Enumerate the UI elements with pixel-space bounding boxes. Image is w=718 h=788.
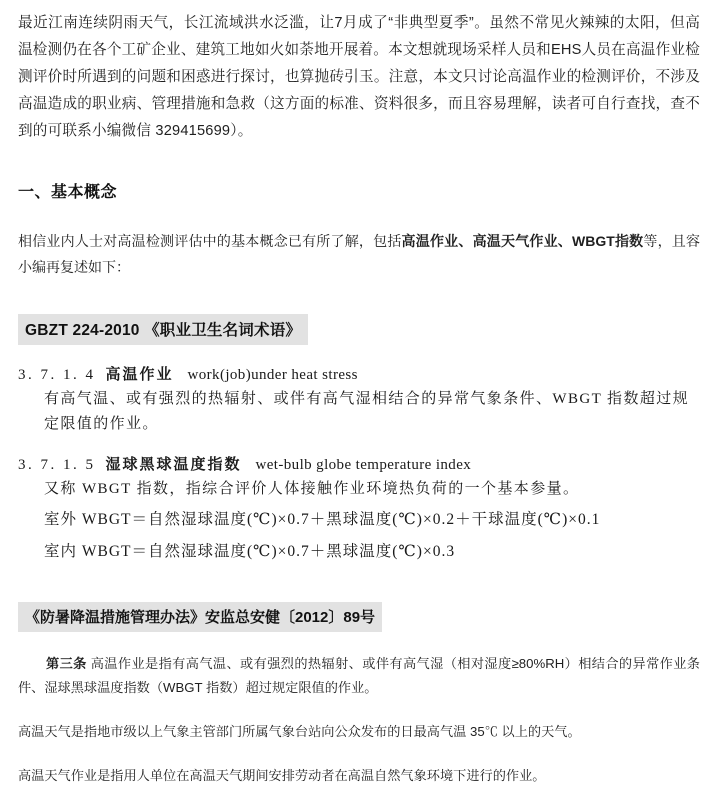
clause-3-7-1-5-body: 又称 WBGT 指数，指综合评价人体接触作业环境热负荷的一个基本参量。: [44, 481, 580, 497]
regulation-article-label: 第三条: [46, 656, 87, 671]
clause-english-term: wet-bulb globe temperature index: [255, 457, 472, 473]
clause-number: 3. 7. 1. 4: [18, 367, 96, 383]
clause-3-7-1-4: [18, 363, 700, 384]
clause-term: 高温作业: [105, 367, 174, 383]
regulation-article-3: [18, 652, 700, 700]
intro-paragraph: 最近江南连续阴雨天气，长江流域洪水泛滥，让7月成了“非典型夏季”。虽然不常见火辣辣的太阳，但高温检测仍在各个工矿企业、建筑工地如火如荼地开展着。本文想就现场采样人员和EHS人员在高温作业检测评价时所遇到的问题和困惑进行探讨，也算抛砖引玉。注意，本文只讨论高温作业的检测评价，不涉及高温造成的职业病、管理措施和急救（这方面的标准、资料很多，而且容易理解，读者可自行查找，查不到的可联系小编微信 329415699）。: [18, 15, 700, 139]
clause-english-term: work(job)under heat stress: [187, 367, 358, 383]
regulation-article-text: 高温作业是指有高气温、或有强烈的热辐射、或伴有高气湿（相对湿度≥80%RH）相结合的异常作业条件、湿球黑球温度指数（WBGT 指数）超过规定限值的作业。: [18, 656, 700, 695]
formula-outdoor-wbgt: 室外 WBGT＝自然湿球温度(℃)×0.7＋黑球温度(℃)×0.2＋干球温度(℃)×0.1: [44, 511, 601, 528]
clause-term: 湿球黑球温度指数: [105, 457, 242, 473]
regulation-title: 《防暑降温措施管理办法》安监总安健〔2012〕89号: [18, 602, 382, 632]
regulation-paragraph-3: 高温天气作业是指用人单位在高温天气期间安排劳动者在高温自然气象环境下进行的作业。: [18, 768, 546, 783]
clause-number: 3. 7. 1. 5: [18, 457, 96, 473]
standard-title-gbzt224: GBZT 224-2010 《职业卫生名词术语》: [18, 314, 308, 345]
basic-concepts-text-part1: 相信业内人士对高温检测评估中的基本概念已有所了解，包括: [18, 233, 402, 249]
standard-scanned-block: [18, 363, 700, 566]
formula-indoor-wbgt: 室内 WBGT＝自然湿球温度(℃)×0.7＋黑球温度(℃)×0.3: [44, 543, 456, 560]
basic-concepts-terms: 高温作业、高温天气作业、WBGT指数: [401, 233, 644, 249]
section-heading-basic-concepts: 一、基本概念: [18, 184, 118, 201]
clause-3-7-1-4-body: 有高气温、或有强烈的热辐射、或伴有高气湿相结合的异常气象条件、WBGT 指数超过规定限值的作业。: [44, 391, 690, 432]
basic-concepts-text-part2: 等，且容小编再复述如下：: [18, 233, 701, 275]
regulation-paragraph-2: 高温天气是指地市级以上气象主管部门所属气象台站向公众发布的日最高气温 35℃ 以上的天气。: [18, 724, 581, 739]
basic-concepts-paragraph: [18, 228, 700, 280]
clause-3-7-1-5: [18, 453, 700, 474]
